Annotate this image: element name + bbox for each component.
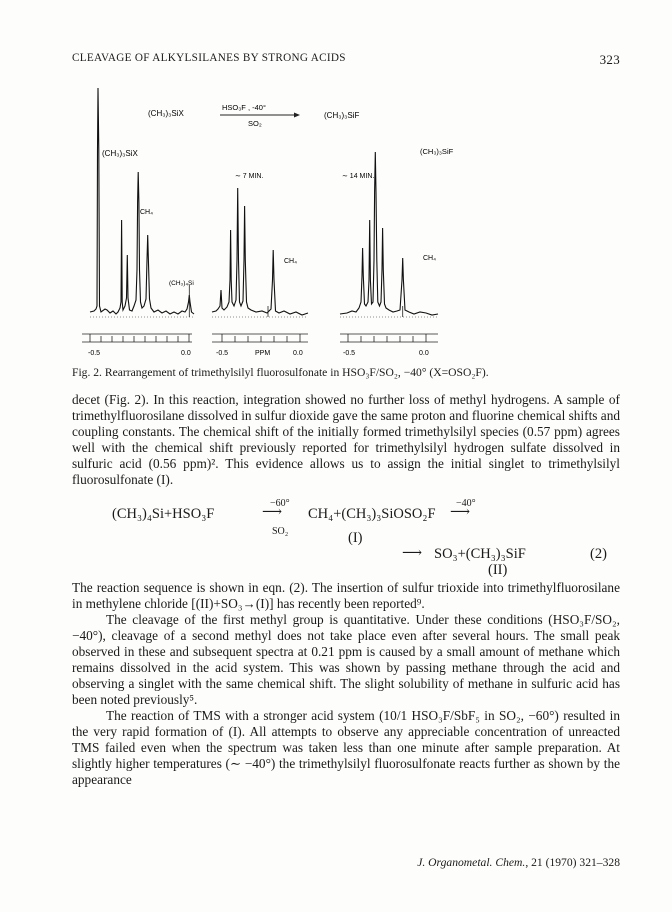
eqn-reactants: (CH₃)₄Si+HSO₃F <box>112 506 215 522</box>
eqn-arrow-2: ⟶ <box>450 505 471 520</box>
spectrum-2-trace <box>212 188 308 315</box>
scheme-right-label: (CH₃)₃SiF <box>324 111 360 120</box>
scheme-arrowhead <box>294 113 300 118</box>
scheme-left-label: (CH₃)₃SiX <box>148 109 184 118</box>
peak-label-ch4-c: CH₄ <box>423 255 436 262</box>
paragraph-1: decet (Fig. 2). In this reaction, integration showed no further loss of methyl hydrogens. A sample of trimethylfluorosilane dissolved in sulfur dioxide gave the same proton and fluorine chemical shifts and coupling constants. The chemical shift of the initially formed trimethylsilyl species (0.57 ppm) agrees well with the chemical shift previously reported for trimethylsilyl hydrogen sulfate dissolved in sulfuric acid (0.56 ppm)². This evidence allows us to assign the initial singlet to trimethylsilyl fluorosulfonate (I). <box>72 392 620 487</box>
nmr-spectra-svg <box>72 80 620 380</box>
tick-label: 0.0 <box>293 350 303 357</box>
peak-label-me3sif: (CH₃)₃SiF <box>420 147 454 156</box>
body-text <box>72 392 620 788</box>
eqn-arrow-3: ⟶ <box>402 546 423 561</box>
scheme-solvent-label: SO₂ <box>248 119 262 128</box>
running-head <box>72 52 620 70</box>
tick-label: 0.0 <box>419 350 429 357</box>
ppm-scale-3 <box>340 334 438 342</box>
ppm-scale-1 <box>82 334 192 342</box>
peak-label-me3six: (CH₃)₃SiX <box>102 149 138 158</box>
eqn-arrow-1: ⟶ <box>262 505 283 520</box>
paragraph-4: The reaction of TMS with a stronger acid system (10/1 HSO₃F/SbF₅ in SO₂, −60°) resulted in the very rapid formation of (I). All attempts to observe any appreciable concentration of unreacted TMS failed even when the spectrum was taken less than one minute after sample preparation. At slightly higher temperatures (∼ −40°) the trimethylsilyl fluorosulfonate reacts further as shown by the appearance <box>72 708 620 787</box>
tick-label: -0.5 <box>216 350 229 357</box>
paragraph-2: The reaction sequence is shown in eqn. (2). The insertion of sulfur trioxide into trimethylfluorosilane in methylene chloride [(II)+SO₃→(I)] has recently been reported⁹. <box>72 580 620 611</box>
paragraph-3: The cleavage of the first methyl group is quantitative. Under these conditions (HSO₃F/SO₂, −40°), cleavage of a second methyl does not take place even after several hours. The small peak observed in these and subsequent spectra at 0.21 ppm is caused by a small amount of methane which remains dissolved in the acid system. This was shown by passing methane through the acid and observing a singlet with the same chemical shift. The slight solubility of methane in sulfuric acid has been noted previously⁵. <box>72 612 620 707</box>
equation-2 <box>72 492 620 576</box>
peak-label-ch4-a: CH₄ <box>140 209 153 216</box>
peak-label-ch4-b: CH₄ <box>284 258 297 265</box>
eqn-cond2-temperature: −40° <box>456 498 476 509</box>
nmr-figure <box>72 80 620 380</box>
figure-caption: Fig. 2. Rearrangement of trimethylsilyl fluorosulfonate in HSO₃F/SO₂, −40° (X=OSO₂F). <box>72 366 489 379</box>
eqn-products: CH₄+(CH₃)₃SiOSO₂F <box>308 506 436 522</box>
eqn-number: (2) <box>590 546 607 562</box>
eqn-cond1-temperature: −60° <box>270 498 290 509</box>
eqn-label-II: (II) <box>488 562 508 578</box>
eqn-label-I: (I) <box>348 530 363 546</box>
tick-label: -0.5 <box>88 350 101 357</box>
tick-label: 0.0 <box>181 350 191 357</box>
ppm-scale-2 <box>212 334 308 342</box>
journal-citation: , 21 (1970) 321–328 <box>525 856 620 869</box>
page-number: 323 <box>599 52 620 67</box>
eqn-products-2: SO₃+(CH₃)₃SiF <box>434 546 526 562</box>
peak-label-me4si: (CH₃)₄Si <box>169 280 194 287</box>
tick-label: -0.5 <box>343 350 356 357</box>
eqn-cond1-solvent: SO₂ <box>272 526 289 537</box>
tick-label-ppm: PPM <box>255 350 271 357</box>
journal-name: J. Organometal. Chem. <box>417 856 526 869</box>
time-label-14min: ∼ 14 MIN. <box>342 173 375 180</box>
scheme-reagent-label: HSO₃F , -40° <box>222 103 266 112</box>
journal-footer <box>417 856 620 869</box>
running-title: CLEAVAGE OF ALKYLSILANES BY STRONG ACIDS <box>72 52 346 64</box>
time-label-7min: ∼ 7 MIN. <box>235 173 264 180</box>
